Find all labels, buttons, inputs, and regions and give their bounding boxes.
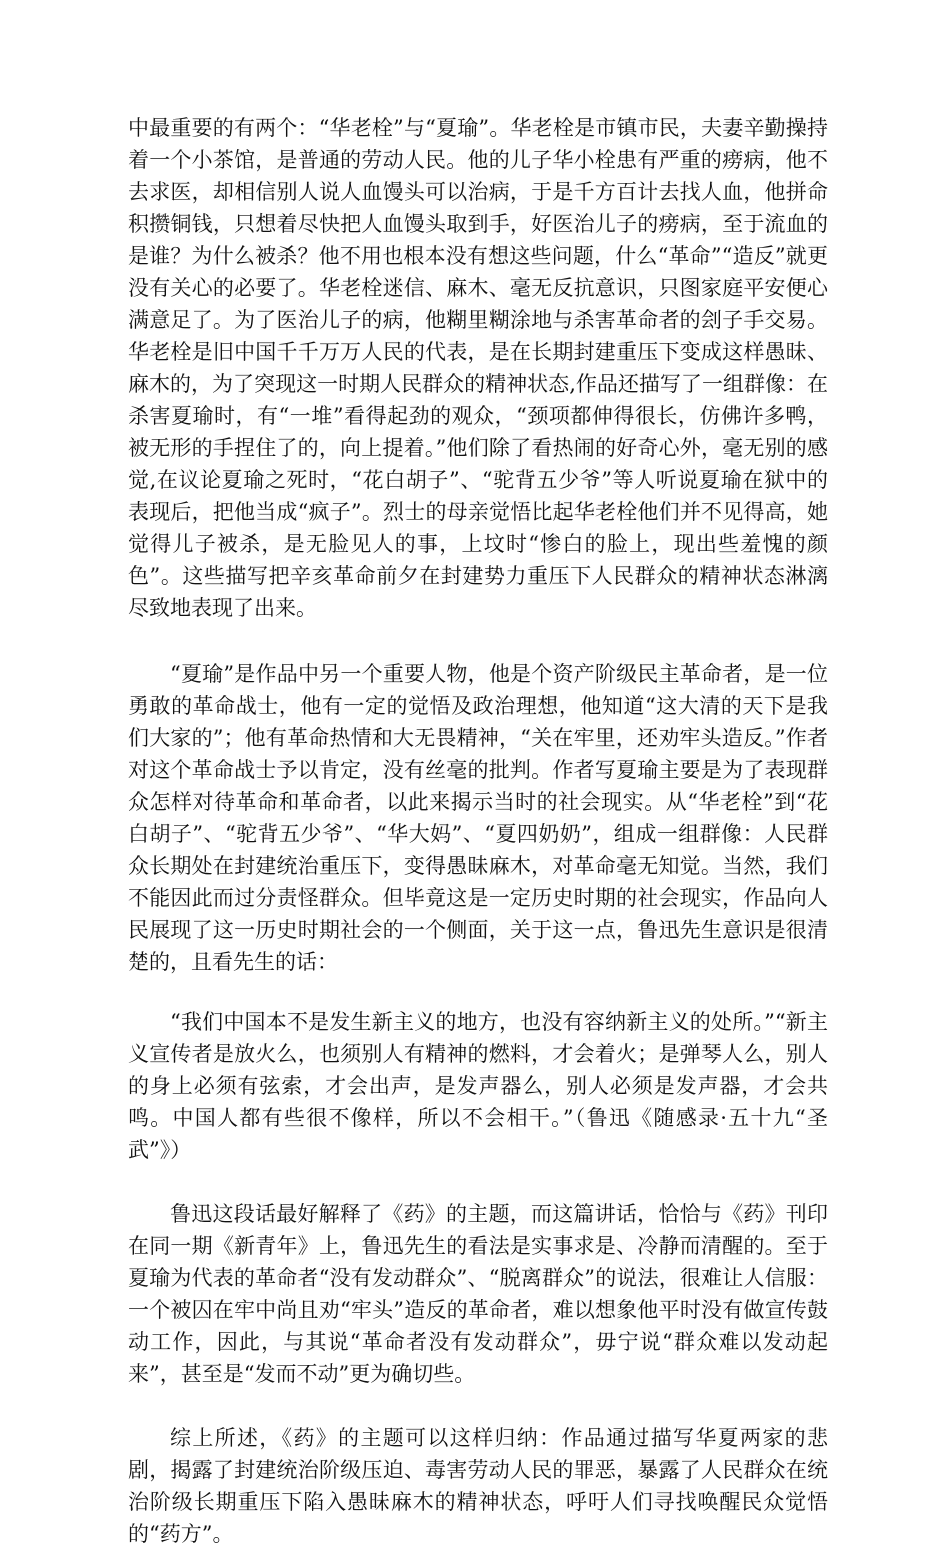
paragraph-conclusion: 综上所述，《药》的主题可以这样归纳：作品通过描写华夏两家的悲剧，揭露了封建统治阶级压迫、毒害劳动人民的罪恶，暴露了人民群众在统治阶级长期重压下陷入愚昧麻木的精神状态，呼吁人们寻找唤醒民众觉悟的“药方”。 <box>128 1426 828 1546</box>
document-body <box>128 112 828 1550</box>
paragraph-luxun-quote: “我们中国本不是发生新主义的地方，也没有容纳新主义的处所。”“新主义宣传者是放火么，也须别人有精神的燃料，才会着火；是弹琴人么，别人的身上必须有弦索，才会出声，是发声器么，别人必须是发声器，才会共鸣。中国人都有些很不像样，所以不会相干。”（鲁迅《随感录·五十九“圣武”》） <box>128 1010 828 1162</box>
paragraph-hua-laoshuan: 中最重要的有两个：“华老栓”与“夏瑜”。华老栓是市镇市民，夫妻辛勤操持着一个小茶馆，是普通的劳动人民。他的儿子华小栓患有严重的痨病，他不去求医，却相信别人说人血馒头可以治病，于是千方百计去找人血，他拼命积攒铜钱，只想着尽快把人血馒头取到手，好医治儿子的痨病，至于流血的是谁？为什么被杀？他不用也根本没有想这些问题，什么“革命”“造反”就更没有关心的必要了。华老栓迷信、麻木、毫无反抗意识，只图家庭平安便心满意足了。为了医治儿子的病，他糊里糊涂地与杀害革命者的刽子手交易。华老栓是旧中国千千万万人民的代表，是在长期封建重压下变成这样愚昧、麻木的，为了突现这一时期人民群众的精神状态,作品还描写了一组群像：在杀害夏瑜时，有“一堆”看得起劲的观众，“颈项都伸得很长，仿佛许多鸭，被无形的手捏住了的，向上提着。”他们除了看热闹的好奇心外，毫无别的感觉,在议论夏瑜之死时，“花白胡子”、“驼背五少爷”等人听说夏瑜在狱中的表现后，把他当成“疯子”。烈士的母亲觉悟比起华老栓他们并不见得高，她觉得儿子被杀，是无脸见人的事，上坟时“惨白的脸上，现出些羞愧的颜色”。这些描写把辛亥革命前夕在封建势力重压下人民群众的精神状态淋漓尽致地表现了出来。 <box>128 116 828 620</box>
paragraph-theme-explanation: 鲁迅这段话最好解释了《药》的主题，而这篇讲话，恰恰与《药》刊印在同一期《新青年》上，鲁迅先生的看法是实事求是、冷静而清醒的。至于夏瑜为代表的革命者“没有发动群众”、“脱离群众”的说法，很难让人信服：一个被囚在牢中尚且劝“牢头”造反的革命者，难以想象他平时没有做宣传鼓动工作，因此，与其说“革命者没有发动群众”，毋宁说“群众难以发动起来”，甚至是“发而不动”更为确切些。 <box>128 1202 828 1386</box>
paragraph-xia-yu: “夏瑜”是作品中另一个重要人物，他是个资产阶级民主革命者，是一位勇敢的革命战士，他有一定的觉悟及政治理想，他知道“这大清的天下是我们大家的”；他有革命热情和大无畏精神，“关在牢里，还劝牢头造反。”作者对这个革命战士予以肯定，没有丝毫的批判。作者写夏瑜主要是为了表现群众怎样对待革命和革命者，以此来揭示当时的社会现实。从“华老栓”到“花白胡子”、“驼背五少爷”、“华大妈”、“夏四奶奶”，组成一组群像：人民群众长期处在封建统治重压下，变得愚昧麻木，对革命毫无知觉。当然，我们不能因此而过分责怪群众。但毕竟这是一定历史时期的社会现实，作品向人民展现了这一历史时期社会的一个侧面，关于这一点，鲁迅先生意识是很清楚的，且看先生的话： <box>128 662 828 974</box>
